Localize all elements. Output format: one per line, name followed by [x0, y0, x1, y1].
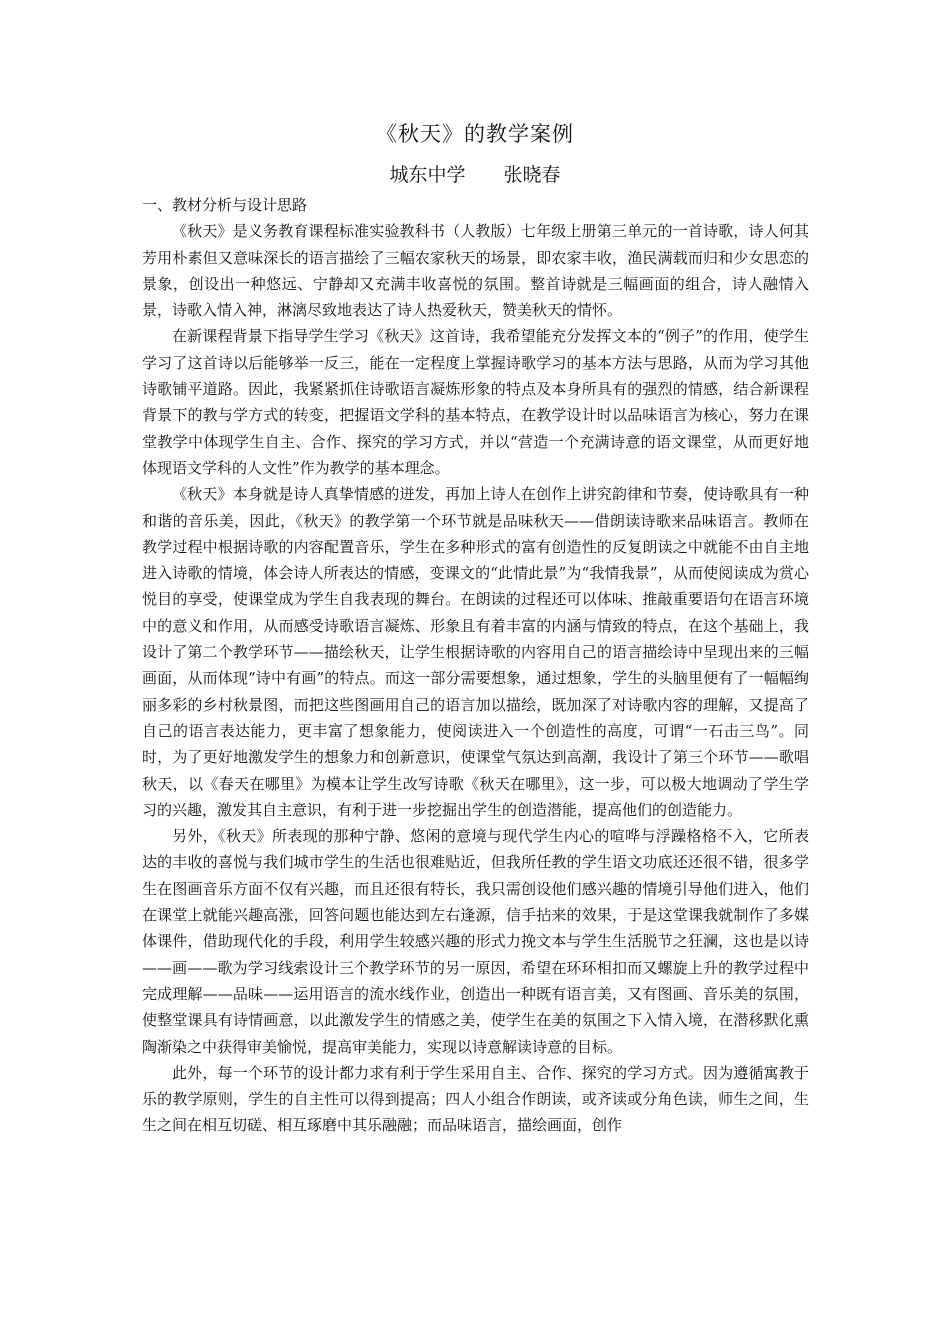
document-title: 《秋天》的教学案例	[376, 122, 574, 146]
paragraph: 另外，《秋天》所表现的那种宁静、悠闲的意境与现代学生内心的喧哗与浮躁格格不入，它所表达的丰收的喜悦与我们城市学生的生活也很难贴近，但我所任教的学生语文功底还还很不错，很多学生在图画音乐方面不仅有兴趣，而且还很有特长，我只需创设他们感兴趣的情境引导他们进入，他们在课堂上就能兴趣高涨，回答问题也能达到左右逢源，信手拈来的效果，于是这堂课我就制作了多媒体课件，借助现代化的手段，利用学生较感兴趣的形式力挽文本与学生生活脱节之狂澜，这也是以诗——画——歌为学习线索设计三个教学环节的另一原因，希望在环环相扣而又螺旋上升的教学过程中完成理解——品味——运用语言的流水线作业，创造出一种既有语言美，又有图画、音乐美的氛围，使整堂课具有诗情画意，以此激发学生的情感之美，使学生在美的氛围之下入情入境，在潜移默化熏陶渐染之中获得审美愉悦，提高审美能力，实现以诗意解读诗意的目标。	[142, 827, 809, 1056]
document-body	[142, 192, 809, 1139]
paragraph: 《秋天》是义务教育课程标准实验教科书（人教版）七年级上册第三单元的一首诗歌，诗人何其芳用朴素但又意味深长的语言描绘了三幅农家秋天的场景，即农家丰收，渔民满载而归和少女思恋的景象，创设出一种悠远、宁静却又充满丰收喜悦的氛围。整首诗就是三幅画面的组合，诗人融情入景，诗歌入情入神，淋漓尽致地表达了诗人热爱秋天，赞美秋天的情怀。	[142, 222, 809, 320]
paragraph: 此外，每一个环节的设计都力求有利于学生采用自主、合作、探究的学习方式。因为遵循寓教于乐的教学原则，学生的自主性可以得到提高；四人小组合作朗读，或齐读或分角色读，师生之间，生生之间在相互切磋、相互琢磨中其乐融融；而品味语言，描绘画面，创作	[142, 1063, 809, 1135]
paragraph: 在新课程背景下指导学生学习《秋天》这首诗，我希望能充分发挥文本的“例子”的作用，使学生学习了这首诗以后能够举一反三，能在一定程度上掌握诗歌学习的基本方法与思路，从而为学习其他诗歌铺平道路。因此，我紧紧抓住诗歌语言凝炼形象的特点及本身所具有的强烈的情感，结合新课程背景下的教与学方式的转变，把握语文学科的基本特点，在教学设计时以品味语言为核心，努力在课堂教学中体现学生自主、合作、探究的学习方式，并以“营造一个充满诗意的语文课堂，从而更好地体现语文学科的人文性”作为教学的基本理念。	[142, 327, 809, 477]
paragraph: 《秋天》本身就是诗人真挚情感的迸发，再加上诗人在创作上讲究韵律和节奏，使诗歌具有一种和谐的音乐美，因此，《秋天》的教学第一个环节就是品味秋天——借朗读诗歌来品味语言。教师在教学过程中根据诗歌的内容配置音乐，学生在多种形式的富有创造性的反复朗读之中就能不由自主地进入诗歌的情境，体会诗人所表达的情感，变课文的“此情此景”为“我情我景”，从而使阅读成为赏心悦目的享受，使课堂成为学生自我表现的舞台。在朗读的过程还可以体味、推敲重要语句在语言环境中的意义和作用，从而感受诗歌语言凝炼、形象且有着丰富的内涵与情致的特点，在这个基础上，我设计了第二个教学环节——描绘秋天，让学生根据诗歌的内容用自己的语言描绘诗中呈现出来的三幅画面，从而体现“诗中有画”的特点。而这一部分需要想象，通过想象，学生的头脑里便有了一幅幅绚丽多彩的乡村秋景图，而把这些图画用自己的语言加以描绘，既加深了对诗歌内容的理解，又提高了自己的语言表达能力，更丰富了想象能力，使阅读进入一个创造性的高度，可谓“一石击三鸟”。同时，为了更好地激发学生的想象力和创新意识，使课堂气氛达到高潮，我设计了第三个环节——歌唱秋天，以《春天在哪里》为模本让学生改写诗歌《秋天在哪里》，这一步，可以极大地调动了学生学习的兴趣，激发其自主意识，有利于进一步挖掘出学生的创造潜能，提高他们的创造能力。	[142, 485, 809, 819]
section-heading: 一、教材分析与设计思路	[142, 196, 308, 214]
author-byline: 城东中学 张晓春	[389, 164, 561, 186]
